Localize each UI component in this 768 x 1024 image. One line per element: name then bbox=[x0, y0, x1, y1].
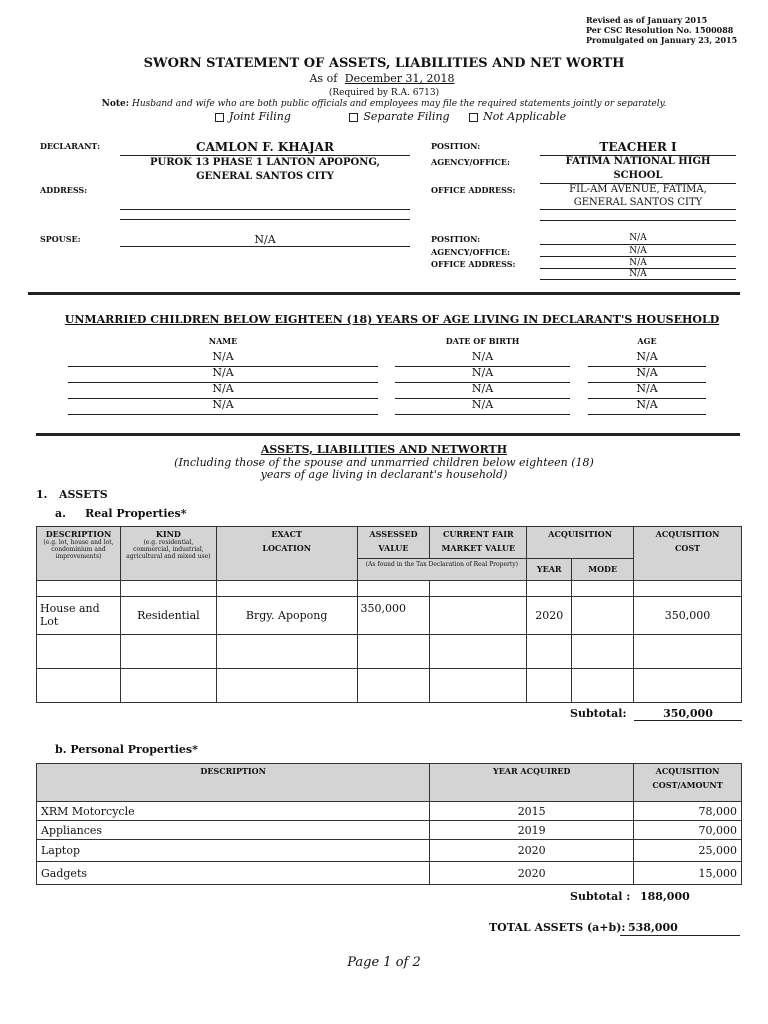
real-fair bbox=[430, 597, 527, 635]
pers-cost: 25,000 bbox=[634, 840, 742, 862]
promulgated-text: Promulgated on January 23, 2015 bbox=[586, 35, 738, 45]
children-col-dob: DATE OF BIRTH bbox=[445, 336, 520, 346]
real-col-kind: KIND (e.g. residential, commercial, industrial, agricultural and mixed use) bbox=[120, 527, 216, 581]
as-of-row bbox=[0, 72, 768, 85]
spouse-office-address-2: N/A bbox=[629, 269, 647, 279]
child-dob: N/A bbox=[471, 382, 494, 395]
pers-year: 2015 bbox=[430, 802, 634, 821]
table-row bbox=[37, 802, 742, 821]
real-col-assessed: ASSESSED VALUE bbox=[357, 527, 430, 559]
child-name: N/A bbox=[212, 398, 234, 411]
real-col-fair-value: CURRENT FAIR MARKET VALUE bbox=[430, 527, 527, 559]
aln-sub-1: (Including those of the spouse and unmarried children below eighteen (18) bbox=[174, 456, 594, 469]
checkbox-icon bbox=[349, 113, 358, 122]
pers-year: 2020 bbox=[430, 862, 634, 885]
pers-cost: 70,000 bbox=[634, 821, 742, 840]
not-applicable-option[interactable]: Not Applicable bbox=[469, 110, 566, 123]
child-name: N/A bbox=[212, 382, 234, 395]
checkbox-icon bbox=[215, 113, 224, 122]
declarant-label: DECLARANT: bbox=[40, 141, 101, 151]
personal-properties-table bbox=[36, 763, 742, 885]
real-col-mode: MODE bbox=[572, 559, 634, 581]
declarant-office-address-1: FIL-AM AVENUE, FATIMA, bbox=[569, 184, 707, 195]
declarant-agency-2: SCHOOL bbox=[613, 170, 663, 181]
real-mode bbox=[572, 597, 634, 635]
real-col-fair-note: (As found in the Tax Declaration of Real Property) bbox=[357, 559, 527, 581]
page-number: Page 1 of 2 bbox=[347, 955, 421, 970]
aln-title: ASSETS, LIABILITIES AND NETWORTH bbox=[260, 443, 508, 456]
personal-subtotal: 188,000 bbox=[640, 890, 690, 903]
real-col-acquisition: ACQUISITION bbox=[527, 527, 634, 559]
pers-year: 2019 bbox=[430, 821, 634, 840]
children-col-age: AGE bbox=[637, 336, 657, 346]
agency-label: AGENCY/OFFICE: bbox=[431, 157, 510, 167]
real-kind: Residential bbox=[120, 597, 216, 635]
pers-cost: 78,000 bbox=[634, 802, 742, 821]
pers-desc: Appliances bbox=[37, 821, 430, 840]
real-subtotal: 350,000 bbox=[663, 707, 713, 720]
page-title: SWORN STATEMENT OF ASSETS, LIABILITIES AND NET WORTH bbox=[143, 56, 625, 71]
spouse-office-address: N/A bbox=[629, 258, 647, 268]
pers-desc: Laptop bbox=[37, 840, 430, 862]
declarant-agency-1: FATIMA NATIONAL HIGH bbox=[565, 156, 711, 167]
real-subtotal-label: Subtotal: bbox=[570, 707, 627, 720]
personal-subtotal-label: Subtotal : bbox=[570, 890, 631, 903]
address-label: ADDRESS: bbox=[40, 185, 88, 195]
real-desc: House and Lot bbox=[37, 597, 121, 635]
spouse-label: SPOUSE: bbox=[40, 234, 81, 244]
note bbox=[0, 99, 768, 109]
personal-properties-heading: b. Personal Properties* bbox=[55, 743, 198, 756]
spouse-office-address-label: OFFICE ADDRESS: bbox=[431, 259, 516, 269]
revision-info bbox=[586, 15, 737, 45]
note-label: Note: bbox=[101, 99, 130, 109]
child-dob: N/A bbox=[471, 366, 494, 379]
position-label: POSITION: bbox=[431, 141, 481, 151]
checkbox-icon bbox=[469, 113, 478, 122]
child-age: N/A bbox=[636, 350, 658, 363]
assets-heading: 1. ASSETS bbox=[36, 488, 108, 501]
separate-filing-option[interactable]: Separate Filing bbox=[349, 110, 449, 123]
children-title: UNMARRIED CHILDREN BELOW EIGHTEEN (18) YEARS OF AGE LIVING IN DECLARANT'S HOUSEHOLD bbox=[64, 313, 720, 326]
pers-col-year: YEAR ACQUIRED bbox=[430, 764, 634, 802]
real-location: Brgy. Apopong bbox=[216, 597, 357, 635]
pers-year: 2020 bbox=[430, 840, 634, 862]
real-cost: 350,000 bbox=[634, 597, 742, 635]
total-assets-label: TOTAL ASSETS (a+b): bbox=[489, 921, 626, 934]
child-dob: N/A bbox=[471, 398, 494, 411]
real-properties-table bbox=[36, 526, 742, 703]
child-age: N/A bbox=[636, 366, 658, 379]
real-col-cost: ACQUISITION COST bbox=[634, 527, 742, 581]
child-name: N/A bbox=[212, 350, 234, 363]
declarant-address-1: PUROK 13 PHASE 1 LANTON APOPONG, bbox=[149, 157, 381, 168]
pers-desc: Gadgets bbox=[37, 862, 430, 885]
spouse-position-label: POSITION: bbox=[431, 234, 481, 244]
real-col-location: EXACT LOCATION bbox=[216, 527, 357, 581]
child-age: N/A bbox=[636, 398, 658, 411]
children-col-name: NAME bbox=[208, 336, 238, 346]
real-col-description: DESCRIPTION (e.g. lot, house and lot, condominium and improvements) bbox=[37, 527, 121, 581]
declarant-address-2: GENERAL SANTOS CITY bbox=[196, 171, 334, 182]
pers-col-cost: ACQUISITION COST/AMOUNT bbox=[634, 764, 742, 802]
aln-sub-2: years of age living in declarant's household) bbox=[260, 468, 508, 481]
resolution-text: Per CSC Resolution No. 1500088 bbox=[586, 25, 734, 35]
real-col-year: YEAR bbox=[527, 559, 572, 581]
real-properties-heading: a. Real Properties* bbox=[55, 507, 187, 520]
table-row bbox=[37, 821, 742, 840]
declarant-office-address-2: GENERAL SANTOS CITY bbox=[573, 197, 703, 208]
table-row bbox=[37, 597, 742, 635]
note-text: Husband and wife who are both public officials and employees may file the required statements jointly or separately. bbox=[131, 99, 667, 109]
declarant-name: CAMLON F. KHAJAR bbox=[196, 140, 334, 154]
table-row bbox=[37, 862, 742, 885]
pers-desc: XRM Motorcycle bbox=[37, 802, 430, 821]
spouse-name: N/A bbox=[254, 233, 276, 246]
spouse-position: N/A bbox=[629, 233, 647, 243]
filing-options bbox=[215, 110, 566, 123]
child-dob: N/A bbox=[471, 350, 494, 363]
required-by: (Required by R.A. 6713) bbox=[328, 88, 440, 98]
child-name: N/A bbox=[212, 366, 234, 379]
as-of-date: December 31, 2018 bbox=[344, 72, 455, 85]
spouse-agency-label: AGENCY/OFFICE: bbox=[431, 247, 510, 257]
declarant-position: TEACHER I bbox=[599, 140, 677, 154]
child-age: N/A bbox=[636, 382, 658, 395]
real-assessed: 350,000 bbox=[357, 597, 430, 635]
spouse-agency: N/A bbox=[629, 246, 647, 256]
joint-filing-option[interactable]: Joint Filing bbox=[215, 110, 291, 123]
total-assets-value: 538,000 bbox=[628, 921, 678, 934]
pers-col-description: DESCRIPTION bbox=[37, 764, 430, 802]
office-address-label: OFFICE ADDRESS: bbox=[431, 185, 516, 195]
pers-cost: 15,000 bbox=[634, 862, 742, 885]
revised-text: Revised as of January 2015 bbox=[586, 15, 708, 25]
as-of-label: As of bbox=[309, 72, 338, 85]
table-row bbox=[37, 840, 742, 862]
real-year: 2020 bbox=[527, 597, 572, 635]
